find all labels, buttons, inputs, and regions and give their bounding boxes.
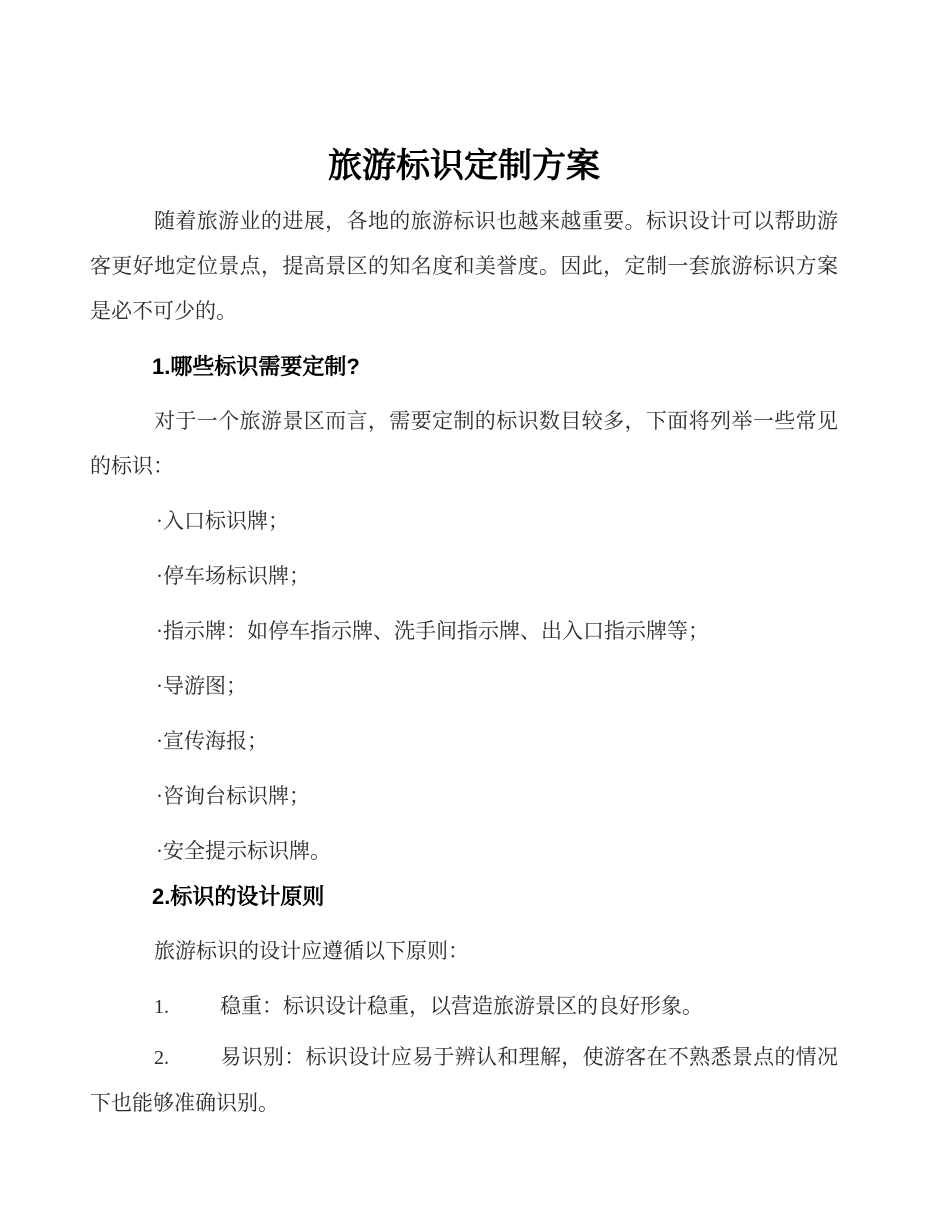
bullet-marker: · <box>156 674 163 698</box>
bullet-item <box>90 554 838 599</box>
bullet-item <box>90 829 838 874</box>
bullet-text: 安全提示标识牌。 <box>163 839 331 863</box>
bullet-item <box>90 719 838 764</box>
numbered-item-label: 2. <box>154 1047 169 1069</box>
intro-paragraph: 随着旅游业的进展，各地的旅游标识也越来越重要。标识设计可以帮助游客更好地定位景点，提高景区的知名度和美誉度。因此，定制一套旅游标识方案是必不可少的。 <box>90 209 838 323</box>
numbered-item-text: 易识别：标识设计应易于辨认和理解，使游客在不熟悉景点的情况下也能够准确识别。 <box>90 1045 838 1115</box>
bullet-marker: · <box>156 619 163 643</box>
section2-lead-paragraph: 旅游标识的设计应遵循以下原则： <box>154 939 469 963</box>
document-title: 旅游标识定制方案 <box>328 147 600 185</box>
bullet-text: 导游图； <box>163 674 247 698</box>
bullet-text: 停车场标识牌； <box>163 564 310 588</box>
bullet-marker: · <box>156 839 163 863</box>
bullet-item <box>90 774 838 819</box>
bullet-marker: · <box>156 564 163 588</box>
bullet-marker: · <box>156 509 163 533</box>
bullet-item <box>90 609 838 654</box>
numbered-item-text: 稳重：标识设计稳重，以营造旅游景区的良好形象。 <box>220 994 703 1018</box>
bullet-text: 宣传海报； <box>163 729 268 753</box>
section2-heading: 2.标识的设计原则 <box>152 884 325 909</box>
bullet-item <box>90 499 838 544</box>
bullet-marker: · <box>156 729 163 753</box>
document-body <box>90 0 838 1126</box>
numbered-item-label: 1. <box>154 996 169 1018</box>
section1-heading: 1.哪些标识需要定制? <box>152 354 360 379</box>
numbered-item <box>90 1035 838 1126</box>
bullet-item <box>90 664 838 709</box>
section1-lead-paragraph: 对于一个旅游景区而言，需要定制的标识数目较多，下面将列举一些常见的标识： <box>90 409 838 478</box>
numbered-item <box>90 984 838 1030</box>
bullet-text: 咨询台标识牌； <box>163 784 310 808</box>
bullet-text: 指示牌：如停车指示牌、洗手间指示牌、出入口指示牌等； <box>163 619 709 643</box>
bullet-text: 入口标识牌； <box>163 509 289 533</box>
bullet-marker: · <box>156 784 163 808</box>
